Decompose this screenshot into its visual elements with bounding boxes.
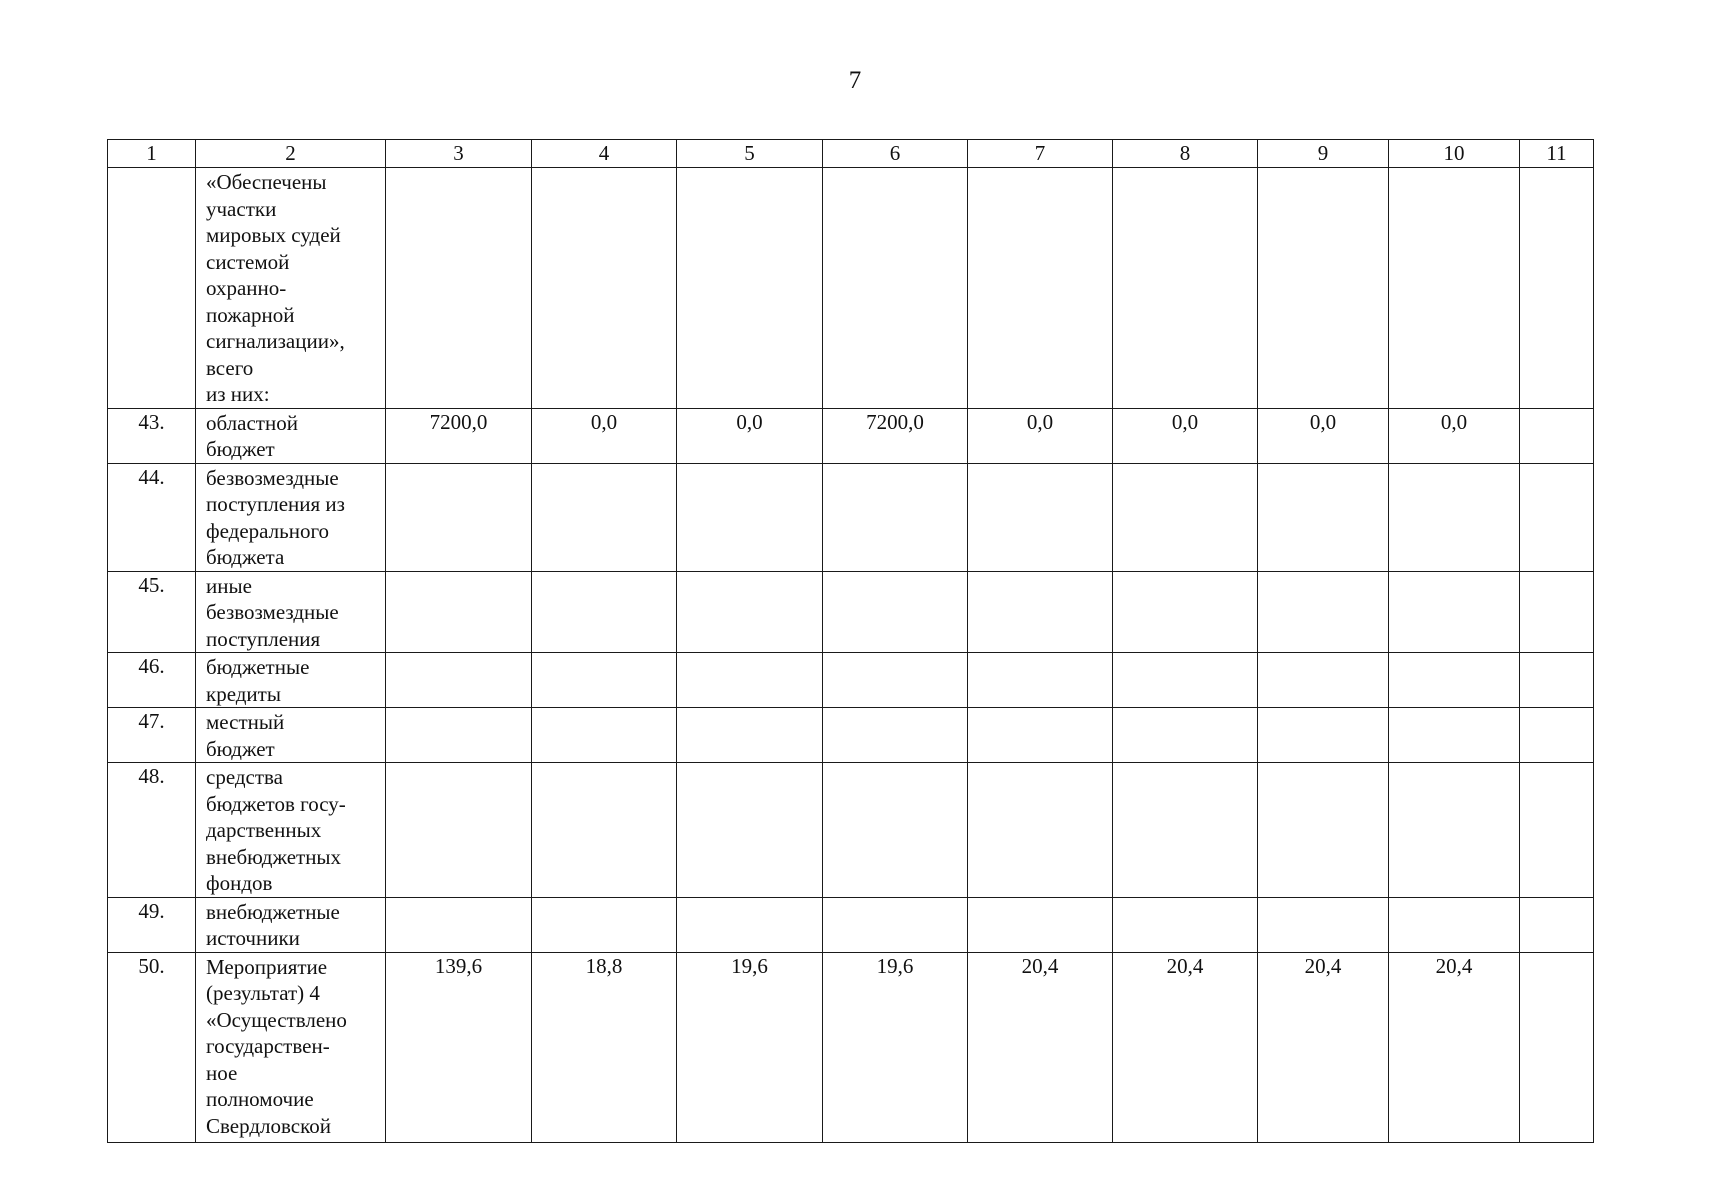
value-cell-col-10: 0,0 — [1389, 408, 1520, 463]
value-cell-col-8: 0,0 — [1113, 408, 1258, 463]
value-cell-col-4 — [532, 463, 677, 571]
value-cell-col-7 — [968, 763, 1113, 898]
value-cell-col-8 — [1113, 653, 1258, 708]
column-header-8: 8 — [1113, 140, 1258, 168]
value-cell-col-10 — [1389, 708, 1520, 763]
value-cell-col-8 — [1113, 897, 1258, 952]
value-cell-col-5 — [677, 897, 823, 952]
table-row — [108, 653, 1594, 708]
value-cell-col-5 — [677, 168, 823, 409]
value-cell-col-10 — [1389, 653, 1520, 708]
table-row — [108, 463, 1594, 571]
value-cell-col-9: 20,4 — [1258, 952, 1389, 1142]
value-cell-col-8 — [1113, 168, 1258, 409]
value-cell-col-10 — [1389, 571, 1520, 653]
row-description: бюджетные кредиты — [196, 653, 386, 708]
value-cell-col-7: 0,0 — [968, 408, 1113, 463]
column-header-2: 2 — [196, 140, 386, 168]
table-row — [108, 408, 1594, 463]
value-cell-col-3 — [386, 168, 532, 409]
value-cell-col-3 — [386, 897, 532, 952]
value-cell-col-11 — [1520, 708, 1594, 763]
row-number — [108, 168, 196, 409]
value-cell-col-6 — [823, 708, 968, 763]
value-cell-col-5 — [677, 463, 823, 571]
value-cell-col-4 — [532, 763, 677, 898]
value-cell-col-3 — [386, 571, 532, 653]
table-row — [108, 168, 1594, 409]
value-cell-col-6: 19,6 — [823, 952, 968, 1142]
value-cell-col-4 — [532, 653, 677, 708]
value-cell-col-7: 20,4 — [968, 952, 1113, 1142]
value-cell-col-7 — [968, 897, 1113, 952]
value-cell-col-8: 20,4 — [1113, 952, 1258, 1142]
value-cell-col-7 — [968, 653, 1113, 708]
value-cell-col-8 — [1113, 463, 1258, 571]
row-description: «Обеспечены участки мировых судей системой охранно- пожарной сигнализации», всего из них: — [196, 168, 386, 409]
value-cell-col-10: 20,4 — [1389, 952, 1520, 1142]
value-cell-col-6 — [823, 463, 968, 571]
value-cell-col-11 — [1520, 168, 1594, 409]
value-cell-col-3 — [386, 653, 532, 708]
column-header-3: 3 — [386, 140, 532, 168]
row-description: областной бюджет — [196, 408, 386, 463]
table-row — [108, 708, 1594, 763]
column-header-4: 4 — [532, 140, 677, 168]
row-number: 47. — [108, 708, 196, 763]
value-cell-col-3: 7200,0 — [386, 408, 532, 463]
column-header-6: 6 — [823, 140, 968, 168]
value-cell-col-11 — [1520, 952, 1594, 1142]
column-header-11: 11 — [1520, 140, 1594, 168]
value-cell-col-10 — [1389, 897, 1520, 952]
value-cell-col-5 — [677, 708, 823, 763]
value-cell-col-3 — [386, 763, 532, 898]
value-cell-col-5: 19,6 — [677, 952, 823, 1142]
value-cell-col-4: 0,0 — [532, 408, 677, 463]
row-description: иные безвозмездные поступления — [196, 571, 386, 653]
row-number: 48. — [108, 763, 196, 898]
value-cell-col-5 — [677, 653, 823, 708]
value-cell-col-6 — [823, 653, 968, 708]
value-cell-col-6 — [823, 763, 968, 898]
value-cell-col-9 — [1258, 763, 1389, 898]
value-cell-col-5: 0,0 — [677, 408, 823, 463]
table-row — [108, 571, 1594, 653]
value-cell-col-7 — [968, 708, 1113, 763]
row-number: 44. — [108, 463, 196, 571]
value-cell-col-11 — [1520, 463, 1594, 571]
row-number: 45. — [108, 571, 196, 653]
value-cell-col-5 — [677, 571, 823, 653]
column-header-1: 1 — [108, 140, 196, 168]
row-number: 50. — [108, 952, 196, 1142]
column-header-9: 9 — [1258, 140, 1389, 168]
value-cell-col-8 — [1113, 763, 1258, 898]
table-row — [108, 897, 1594, 952]
value-cell-col-4 — [532, 708, 677, 763]
value-cell-col-4: 18,8 — [532, 952, 677, 1142]
row-description: безвозмездные поступления из федерального бюджета — [196, 463, 386, 571]
row-number: 46. — [108, 653, 196, 708]
value-cell-col-9: 0,0 — [1258, 408, 1389, 463]
row-description: местный бюджет — [196, 708, 386, 763]
value-cell-col-5 — [677, 763, 823, 898]
value-cell-col-3 — [386, 463, 532, 571]
value-cell-col-3: 139,6 — [386, 952, 532, 1142]
value-cell-col-10 — [1389, 463, 1520, 571]
row-description: средства бюджетов госу- дарственных внебюджетных фондов — [196, 763, 386, 898]
value-cell-col-7 — [968, 571, 1113, 653]
value-cell-col-6 — [823, 168, 968, 409]
row-description: Мероприятие (результат) 4 «Осуществлено государствен- ное полномочие Свердловской — [196, 952, 386, 1142]
value-cell-col-11 — [1520, 763, 1594, 898]
value-cell-col-4 — [532, 897, 677, 952]
value-cell-col-4 — [532, 168, 677, 409]
value-cell-col-6: 7200,0 — [823, 408, 968, 463]
value-cell-col-9 — [1258, 571, 1389, 653]
column-header-7: 7 — [968, 140, 1113, 168]
value-cell-col-9 — [1258, 463, 1389, 571]
table-row — [108, 952, 1594, 1142]
page-number: 7 — [848, 67, 862, 94]
value-cell-col-11 — [1520, 653, 1594, 708]
value-cell-col-6 — [823, 897, 968, 952]
value-cell-col-6 — [823, 571, 968, 653]
value-cell-col-11 — [1520, 897, 1594, 952]
table-header-row — [108, 140, 1594, 168]
value-cell-col-9 — [1258, 897, 1389, 952]
value-cell-col-7 — [968, 463, 1113, 571]
value-cell-col-8 — [1113, 571, 1258, 653]
value-cell-col-8 — [1113, 708, 1258, 763]
value-cell-col-10 — [1389, 168, 1520, 409]
table-row — [108, 763, 1594, 898]
value-cell-col-9 — [1258, 168, 1389, 409]
value-cell-col-7 — [968, 168, 1113, 409]
row-number: 49. — [108, 897, 196, 952]
budget-table — [107, 139, 1594, 1143]
value-cell-col-11 — [1520, 408, 1594, 463]
row-description: внебюджетные источники — [196, 897, 386, 952]
column-header-10: 10 — [1389, 140, 1520, 168]
column-header-5: 5 — [677, 140, 823, 168]
value-cell-col-3 — [386, 708, 532, 763]
value-cell-col-11 — [1520, 571, 1594, 653]
value-cell-col-4 — [532, 571, 677, 653]
value-cell-col-10 — [1389, 763, 1520, 898]
row-number: 43. — [108, 408, 196, 463]
value-cell-col-9 — [1258, 653, 1389, 708]
value-cell-col-9 — [1258, 708, 1389, 763]
